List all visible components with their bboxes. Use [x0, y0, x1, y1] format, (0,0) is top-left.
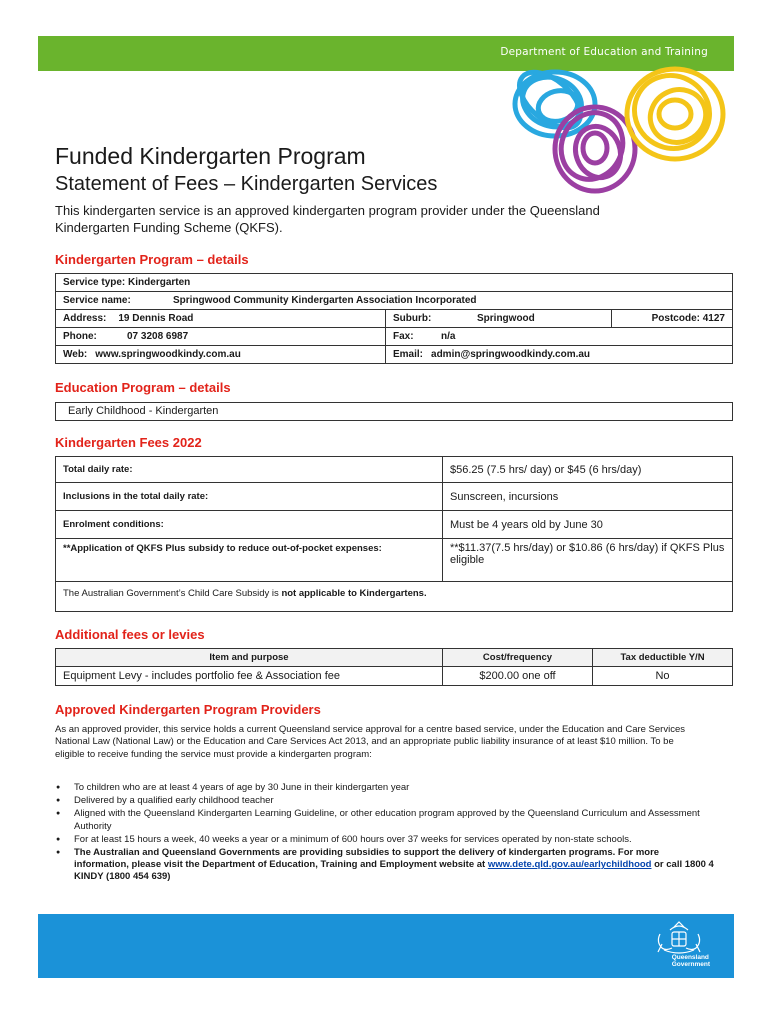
postcode-cell: Postcode: 4127	[612, 310, 733, 328]
department-name: Department of Education and Training	[500, 46, 708, 58]
providers-heading: Approved Kindergarten Program Providers	[55, 702, 321, 717]
service-name-label: Service name:	[63, 295, 131, 306]
intro-text: This kindergarten service is an approved kindergarten program provider under the Queensland Kindergarten Funding Scheme (QKFS).	[55, 203, 600, 235]
wordmark-line-2: Government	[671, 961, 710, 968]
list-item: ● Delivered by a qualified early childhood teacher	[55, 795, 715, 807]
levy-item: Equipment Levy - includes portfolio fee & Association fee	[56, 667, 443, 686]
fee-value: Must be 4 years old by June 30	[443, 511, 733, 539]
page-title: Funded Kindergarten Program	[55, 143, 366, 169]
wordmark-line-1: Queensland	[671, 954, 709, 961]
levy-tax: No	[593, 667, 733, 686]
phone-label: Phone:	[63, 331, 97, 342]
email-value: admin@springwoodkindy.com.au	[431, 349, 591, 360]
program-details-table	[55, 273, 733, 364]
list-item: ● For at least 15 hours a week, 40 weeks a year or a minimum of 600 hours over 37 weeks for services operated by non-state schools.	[55, 834, 715, 846]
web-value: www.springwoodkindy.com.au	[95, 349, 241, 360]
note-bold-text: not applicable to Kindergartens.	[281, 588, 427, 599]
fee-row	[56, 511, 733, 539]
fee-label: Total daily rate:	[56, 457, 443, 483]
suburb-label: Suburb:	[393, 313, 432, 324]
decorative-swirls-graphic	[500, 64, 740, 214]
fee-row	[56, 483, 733, 511]
suburb-cell	[386, 310, 612, 328]
fee-value: Sunscreen, incursions	[443, 483, 733, 511]
fax-cell	[386, 328, 733, 346]
list-item: ● Aligned with the Queensland Kindergarten Learning Guideline, or other education program approved by the Queensland Curriculum and Assessment Authority	[55, 808, 715, 832]
table-row	[56, 667, 733, 686]
address-cell	[56, 310, 386, 328]
footer-banner	[38, 914, 734, 978]
column-header-cost: Cost/frequency	[443, 649, 593, 667]
address-label: Address:	[63, 313, 107, 324]
service-name-cell	[56, 292, 733, 310]
early-childhood-link[interactable]: www.dete.qld.gov.au/earlychildhood	[487, 859, 652, 871]
web-label: Web:	[63, 349, 88, 360]
email-cell	[386, 346, 733, 364]
fee-label: Inclusions in the total daily rate:	[56, 483, 443, 511]
subsidy-info-text: The Australian and Queensland Governments are providing subsidies to support the delivery of kindergarten programs. For more information, please visit the Department of Education, Training and Employment website at	[74, 847, 660, 871]
address-value: 19 Dennis Road	[118, 313, 194, 324]
phone-value: 07 3208 6987	[127, 331, 189, 342]
fees-table	[55, 456, 733, 612]
eligibility-list	[55, 782, 715, 885]
blue-swirl	[510, 64, 595, 138]
service-type-cell: Service type: Kindergarten	[56, 274, 733, 292]
levy-cost: $200.00 one off	[443, 667, 593, 686]
fee-value: **$11.37(7.5 hrs/day) or $10.86 (6 hrs/day) if QKFS Plus eligible	[443, 539, 733, 582]
fax-label: Fax:	[393, 331, 414, 342]
fee-label: **Application of QKFS Plus subsidy to reduce out-of-pocket expenses:	[56, 539, 443, 582]
levies-heading: Additional fees or levies	[55, 627, 205, 642]
list-item	[55, 847, 715, 884]
service-name-value: Springwood Community Kindergarten Association Incorporated	[173, 295, 477, 306]
child-care-subsidy-note	[56, 582, 733, 612]
program-details-heading: Kindergarten Program – details	[55, 252, 249, 267]
levies-table	[55, 648, 733, 686]
list-item: ● To children who are at least 4 years of age by 30 June in their kindergarten year	[55, 782, 715, 794]
fee-row	[56, 539, 733, 582]
education-details-heading: Education Program – details	[55, 380, 231, 395]
fee-label: Enrolment conditions:	[56, 511, 443, 539]
fees-heading: Kindergarten Fees 2022	[55, 435, 202, 450]
kindy-phone-text: or call 1800 4 KINDY (1800 454 639)	[74, 859, 714, 883]
queensland-government-wordmark	[672, 954, 710, 968]
fee-value: $56.25 (7.5 hrs/ day) or $45 (6 hrs/day)	[443, 457, 733, 483]
note-text: The Australian Government’s Child Care Subsidy is	[63, 588, 282, 599]
suburb-value: Springwood	[477, 313, 535, 324]
providers-text: As an approved provider, this service holds a current Queensland service approval for a centre based service, under the Education and Care Services National Law (National Law) or the Education and Care Services Act 2013, and an appropriate public liability insurance of at least $10 million. To be eligible to receive funding the service must provide a kindergarten program:	[55, 724, 685, 760]
education-program-value: Early Childhood - Kindergarten	[55, 402, 733, 421]
phone-cell	[56, 328, 386, 346]
column-header-tax: Tax deductible Y/N	[593, 649, 733, 667]
page-subtitle: Statement of Fees – Kindergarten Services	[55, 173, 438, 195]
fee-row	[56, 457, 733, 483]
column-header-item: Item and purpose	[56, 649, 443, 667]
web-cell	[56, 346, 386, 364]
email-label: Email:	[393, 349, 424, 360]
fax-value: n/a	[441, 331, 456, 342]
